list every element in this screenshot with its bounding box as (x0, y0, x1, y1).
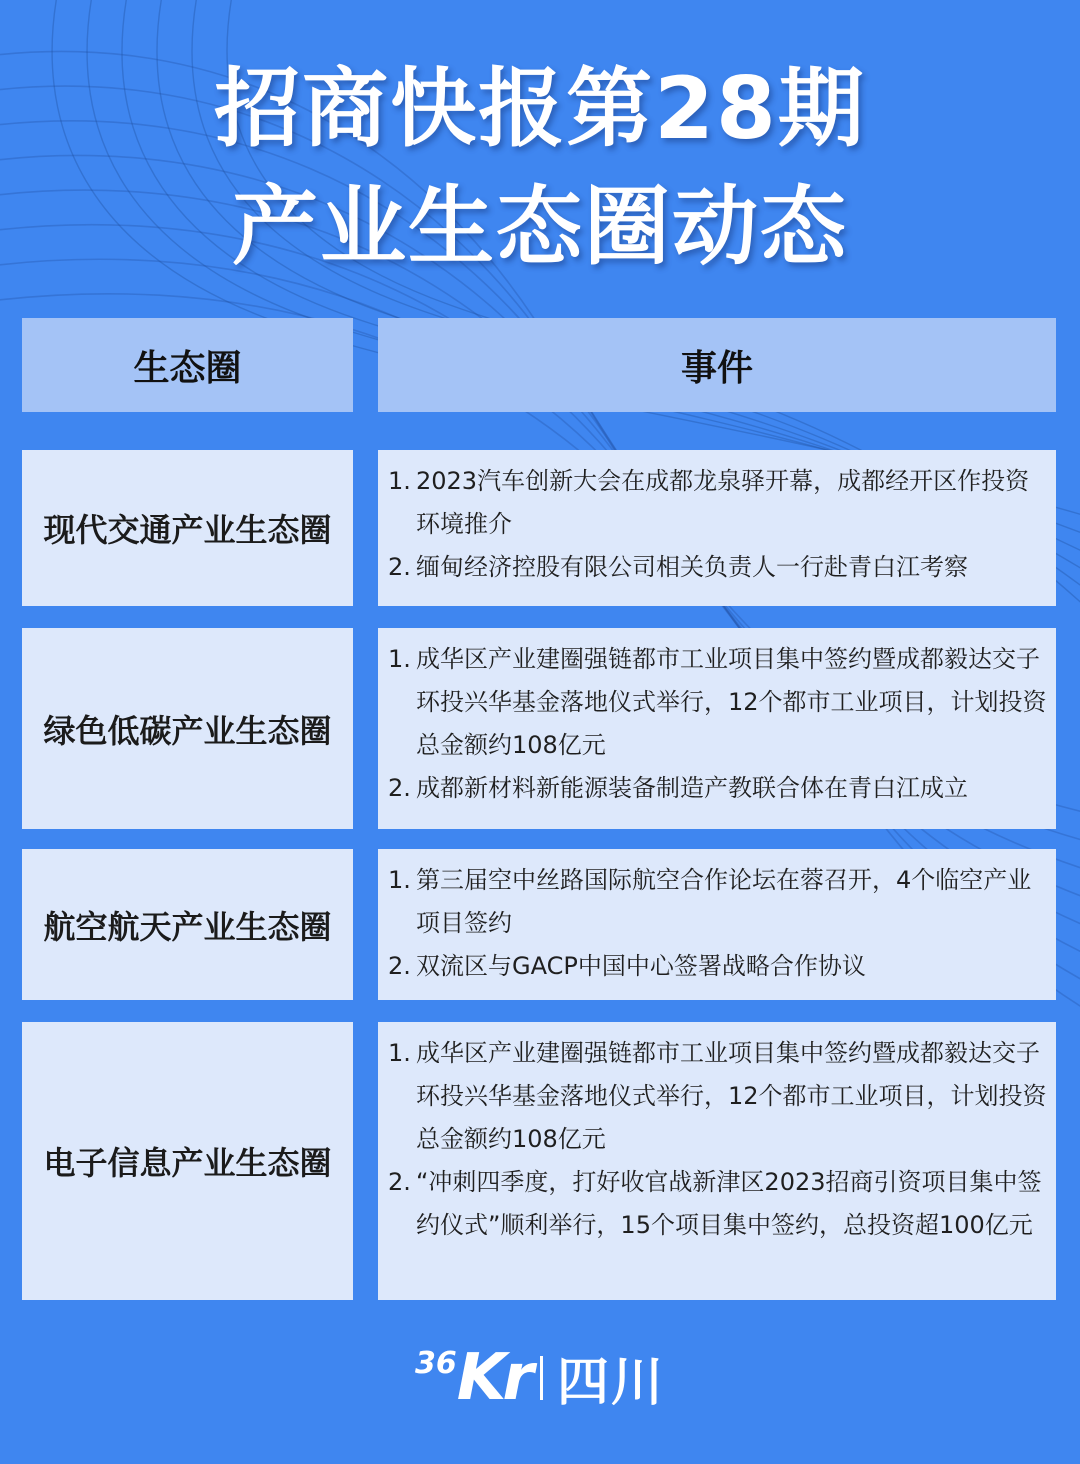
events-cell (378, 849, 1056, 1000)
poster-title (0, 50, 1080, 286)
event-text: 第三届空中丝路国际航空合作论坛在蓉召开，4个临空产业项目签约 (416, 866, 1032, 937)
ecosystem-cell: 现代交通产业生态圈 (22, 450, 353, 606)
event-item (388, 638, 1048, 767)
event-item (388, 859, 1048, 945)
event-item (388, 460, 1048, 546)
logo-divider (540, 1356, 543, 1400)
logo-kr-text: Kr (456, 1340, 530, 1415)
header-ecosystem: 生态圈 (22, 318, 353, 412)
event-number: 2. (388, 553, 411, 581)
event-number: 1. (388, 1039, 411, 1067)
event-text: 2023汽车创新大会在成都龙泉驿开幕，成都经开区作投资环境推介 (416, 467, 1030, 538)
ecosystem-cell: 航空航天产业生态圈 (22, 849, 353, 1000)
event-item (388, 767, 1048, 810)
event-item (388, 1161, 1048, 1247)
event-text: 成都新材料新能源装备制造产教联合体在青白江成立 (416, 774, 968, 802)
event-item (388, 945, 1048, 988)
logo-region-text: 四川 (556, 1353, 665, 1413)
events-cell (378, 450, 1056, 606)
event-number: 2. (388, 952, 411, 980)
event-text: 双流区与GACP中国中心签署战略合作协议 (416, 952, 866, 980)
event-number: 1. (388, 866, 411, 894)
event-number: 2. (388, 1168, 411, 1196)
event-item (388, 1032, 1048, 1161)
event-item (388, 546, 1048, 589)
event-text: 成华区产业建圈强链都市工业项目集中签约暨成都毅达交子环投兴华基金落地仪式举行，12个都市工业项目，计划投资总金额约108亿元 (416, 645, 1047, 759)
event-number: 1. (388, 645, 411, 673)
title-line-2: 产业生态圈动态 (232, 177, 848, 277)
ecosystem-cell: 电子信息产业生态圈 (22, 1022, 353, 1300)
event-text: “冲刺四季度，打好收官战新津区2023招商引资项目集中签约仪式”顺利举行，15个项目集中签约，总投资超100亿元 (416, 1168, 1042, 1239)
events-cell (378, 628, 1056, 829)
brand-logo (0, 1340, 1080, 1415)
ecosystem-cell: 绿色低碳产业生态圈 (22, 628, 353, 829)
header-events: 事件 (378, 318, 1056, 412)
event-number: 1. (388, 467, 411, 495)
event-text: 成华区产业建圈强链都市工业项目集中签约暨成都毅达交子环投兴华基金落地仪式举行，12个都市工业项目，计划投资总金额约108亿元 (416, 1039, 1047, 1153)
event-text: 缅甸经济控股有限公司相关负责人一行赴青白江考察 (416, 553, 968, 581)
event-number: 2. (388, 774, 411, 802)
events-cell (378, 1022, 1056, 1300)
logo-36-text: 36 (415, 1346, 457, 1381)
title-line-1: 招商快报第28期 (214, 59, 866, 159)
